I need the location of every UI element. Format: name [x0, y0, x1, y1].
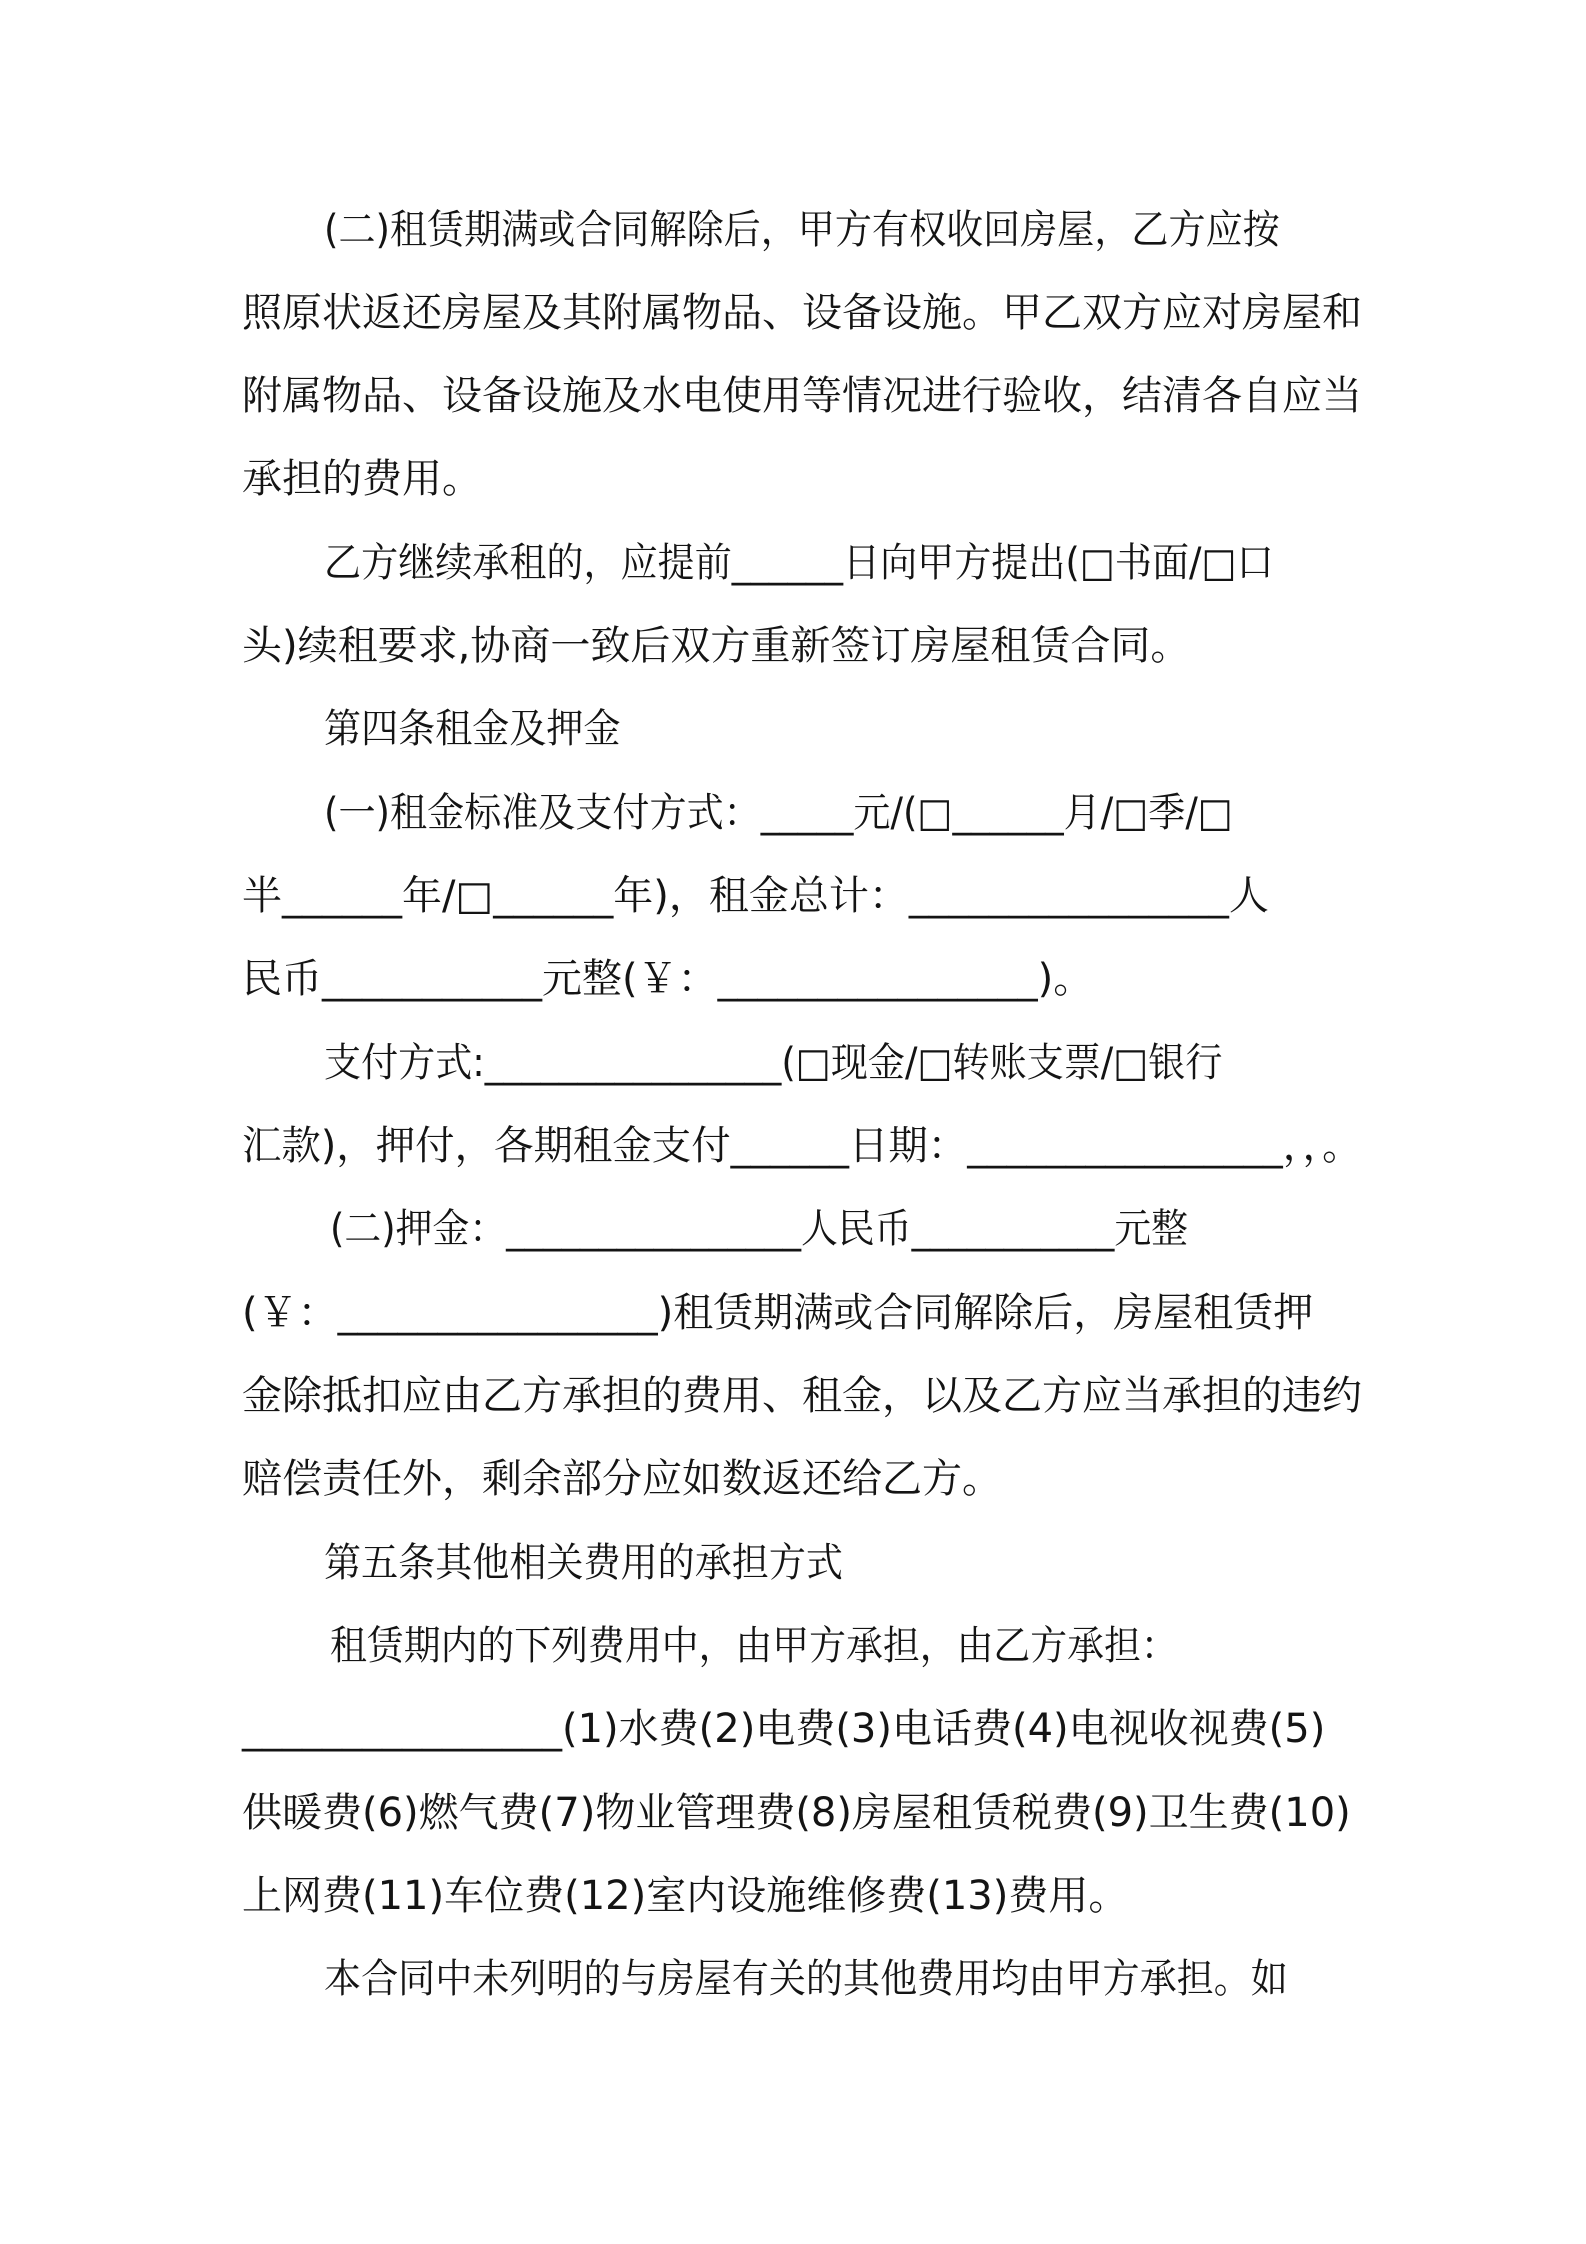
paragraph-line: 上网费(11)车位费(12)室内设施维修费(13)费用。	[242, 1873, 1129, 1919]
paragraph-line: (一)租金标准及支付方式：_____元/(□______月/□季/□	[324, 790, 1233, 836]
paragraph-line: 承担的费用。	[242, 456, 482, 502]
section-heading: 第四条租金及押金	[324, 706, 621, 752]
paragraph-line: 供暖费(6)燃气费(7)物业管理费(8)房屋租赁税费(9)卫生费(10)	[242, 1790, 1351, 1836]
paragraph-line: 租赁期内的下列费用中，由甲方承担，由乙方承担：	[330, 1623, 1178, 1669]
paragraph-line: 半______年/□______年)，租金总计：________________人	[242, 873, 1269, 919]
paragraph-line: 支付方式:________________(□现金/□转账支票/□银行	[324, 1040, 1223, 1086]
paragraph-line: 附属物品、设备设施及水电使用等情况进行验收，结清各自应当	[242, 373, 1362, 419]
paragraph-line: 本合同中未列明的与房屋有关的其他费用均由甲方承担。如	[324, 1956, 1288, 2002]
paragraph-line: ________________(1)水费(2)电费(3)电话费(4)电视收视费(5)	[242, 1706, 1326, 1752]
paragraph-line: 照原状返还房屋及其附属物品、设备设施。甲乙双方应对房屋和	[242, 290, 1362, 336]
paragraph-line: (二)租赁期满或合同解除后，甲方有权收回房屋，乙方应按	[324, 207, 1280, 253]
paragraph-line: 头)续租要求,协商一致后双方重新签订房屋租赁合同。	[242, 623, 1191, 669]
paragraph-line: (￥：________________)租赁期满或合同解除后，房屋租赁押	[242, 1290, 1314, 1336]
paragraph-line: 乙方继续承租的，应提前______日向甲方提出(□书面/□口	[324, 540, 1274, 586]
paragraph-line: 民币___________元整(￥：________________)。	[242, 956, 1094, 1002]
paragraph-line: 汇款)，押付，各期租金支付______日期：________________，，。	[242, 1123, 1362, 1169]
paragraph-line: 赔偿责任外，剩余部分应如数返还给乙方。	[242, 1456, 1002, 1502]
paragraph-line: 金除抵扣应由乙方承担的费用、租金，以及乙方应当承担的违约	[242, 1373, 1362, 1419]
section-heading: 第五条其他相关费用的承担方式	[324, 1540, 843, 1586]
paragraph-line: (二)押金：________________人民币___________元整	[330, 1206, 1189, 1252]
